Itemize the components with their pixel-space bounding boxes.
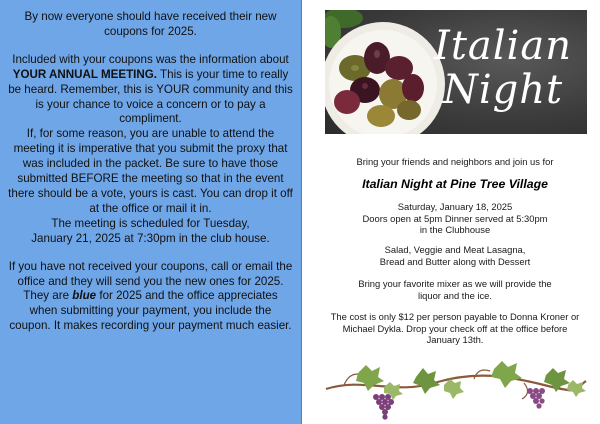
bring-line-2: liquor and the ice. bbox=[417, 289, 492, 301]
invite-line: Bring your friends and neighbors and join us for bbox=[356, 156, 554, 167]
blue-emphasis: blue bbox=[72, 289, 97, 303]
blue-coupons-paragraph bbox=[8, 289, 293, 334]
event-date-block bbox=[310, 201, 600, 236]
menu-line-2: Bread and Butter along with Dessert bbox=[379, 255, 531, 267]
coupons-paragraph: By now everyone should have received their new coupons for 2025. bbox=[24, 10, 277, 38]
cost-block bbox=[310, 311, 600, 346]
event-title: Italian Night at Pine Tree Village bbox=[362, 177, 548, 191]
italian-night-title-script bbox=[433, 24, 573, 112]
menu-block bbox=[310, 244, 600, 267]
event-location: in the Clubhouse bbox=[419, 224, 491, 235]
proxy-paragraph: If, for some reason, you are unable to attend the meeting it is imperative that you submit the proxy that was included in the packet. Be sure to have those submitted BEFORE the meeting so that in the event there should be a vote, yours is cast. You can drop it off at the office or mail it in. bbox=[8, 127, 293, 215]
grapevine-illustration bbox=[324, 355, 588, 421]
cost-line-1: The cost is only $12 per person payable to Donna Kroner or bbox=[330, 311, 580, 322]
annual-meeting-emphasis: YOUR ANNUAL MEETING. bbox=[12, 67, 158, 81]
cost-line-2: Michael Dykla. Drop your check off at the office before bbox=[342, 322, 568, 334]
missing-coupons-paragraph: If you have not received your coupons, call or email the office and they will send you the new ones for 2025. bbox=[8, 259, 293, 288]
annual-meeting-paragraph bbox=[8, 53, 293, 128]
meeting-schedule-line-2: January 21, 2025 at 7:30pm in the club house. bbox=[31, 231, 270, 245]
blue-coupons-text-end: for 2025 and the office appreciates when submitting your payment, you include the coupon. It makes recording your payment much easier. bbox=[9, 289, 292, 333]
bring-line-1: Bring your favorite mixer as we will provide the bbox=[358, 278, 552, 289]
annual-meeting-text-start: Included with your coupons was the information about bbox=[12, 52, 289, 66]
event-date: Saturday, January 18, 2025 bbox=[397, 201, 513, 212]
bring-mixer-block bbox=[310, 278, 600, 301]
meeting-schedule-line-1: The meeting is scheduled for Tuesday, bbox=[51, 216, 250, 230]
italian-night-flyer bbox=[310, 0, 600, 424]
menu-line-1: Salad, Veggie and Meat Lasagna, bbox=[384, 244, 526, 255]
cost-line-3: January 13th. bbox=[426, 334, 484, 345]
event-times: Doors open at 5pm Dinner served at 5:30pm bbox=[362, 212, 548, 224]
annual-meeting-text-end: This is your time to really be heard. Remember, this is YOUR community and this is your chance to voice a concern or to pay a compliment. bbox=[8, 67, 293, 126]
hero-title-line-2: Night bbox=[442, 67, 564, 113]
hero-title-line-1: Italian bbox=[434, 23, 572, 69]
blue-coupons-text-start: They are bbox=[23, 289, 73, 303]
italian-night-banner-image bbox=[325, 10, 587, 134]
